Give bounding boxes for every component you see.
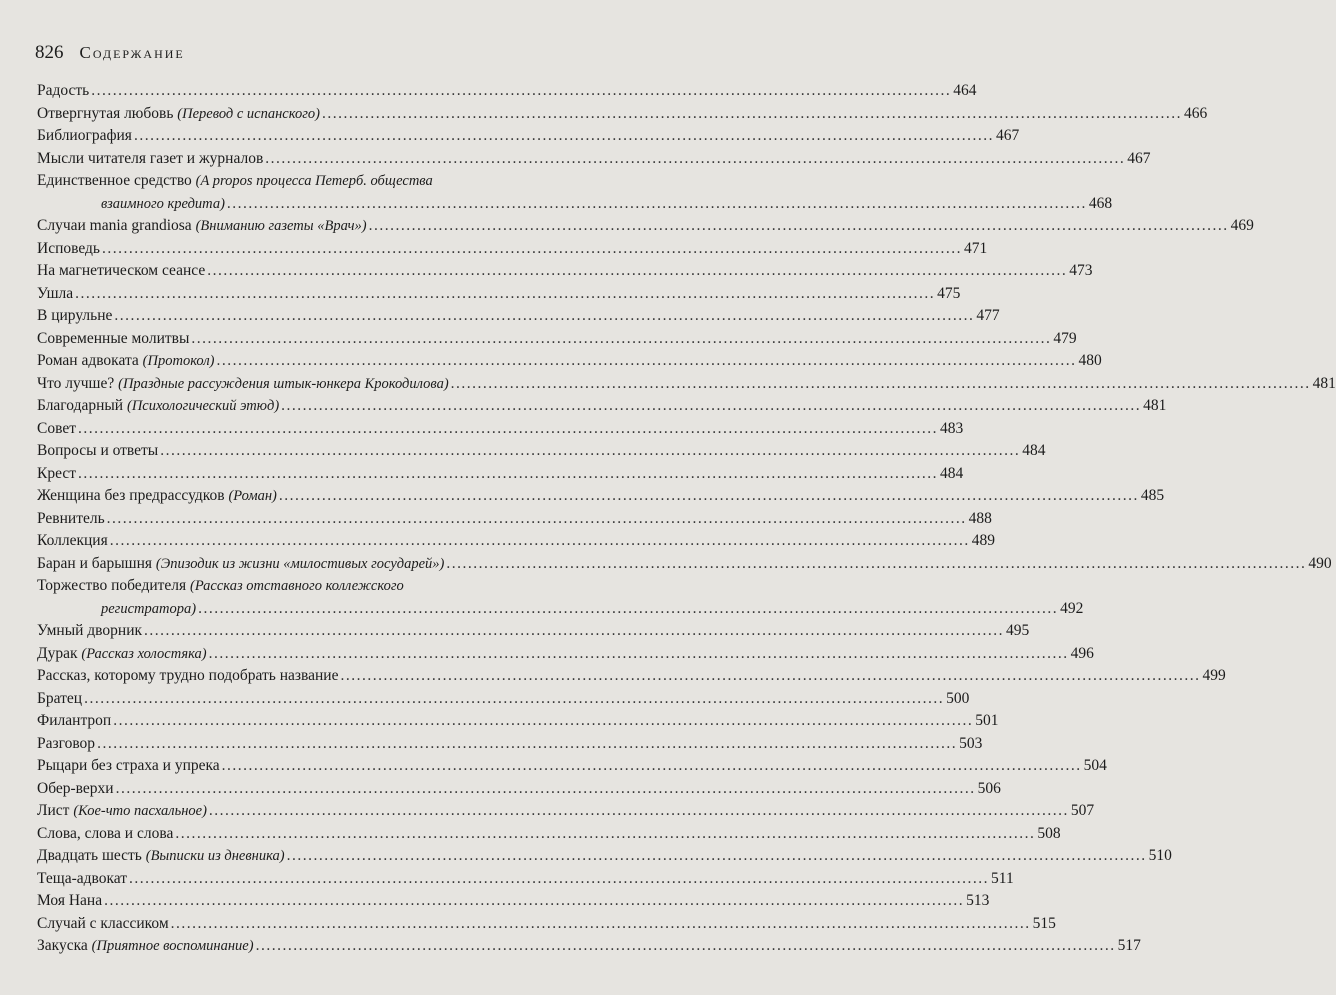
toc-entry <box>37 778 1001 801</box>
leader-dots <box>369 215 1229 238</box>
toc-entry <box>37 373 1336 396</box>
entry-title: Коллекция <box>37 532 108 549</box>
entry-title: На магнетическом сеансе <box>37 262 206 279</box>
entry-title: Ушла <box>37 284 74 302</box>
entry-title: Библиография <box>37 127 132 144</box>
entry-subtitle: (A propos процесса Петерб. общества <box>195 173 433 189</box>
leader-dots <box>113 710 973 733</box>
entry-page: 475 <box>937 284 961 302</box>
running-title: Содержание <box>79 43 185 62</box>
leader-dots <box>322 103 1182 126</box>
leader-dots <box>104 890 964 913</box>
entry-subtitle: (Приятное воспоминание) <box>91 938 254 954</box>
entry-title: Вопросы и ответы <box>37 442 159 459</box>
entry-title: Роман адвоката <box>37 352 139 369</box>
toc-entry <box>37 125 1020 148</box>
entry-page: 495 <box>1006 622 1030 639</box>
entry-page: 467 <box>1127 149 1151 167</box>
toc-entry <box>37 80 977 103</box>
leader-dots <box>107 508 967 531</box>
leader-dots <box>340 665 1200 688</box>
leader-dots <box>191 328 1051 351</box>
toc-entry <box>37 935 1141 958</box>
leader-dots <box>97 733 957 756</box>
toc-entry <box>37 575 1084 620</box>
toc-entry <box>37 890 990 913</box>
toc-entry <box>37 170 1113 215</box>
entry-title: Случай с классиком <box>37 914 169 932</box>
leader-dots <box>144 620 1004 643</box>
entry-subtitle: (Роман) <box>228 488 277 504</box>
entry-title: Лист <box>37 802 70 819</box>
leader-dots <box>222 755 1082 778</box>
entry-title: Филантроп <box>37 712 112 729</box>
entry-subtitle: (Протокол) <box>142 353 215 369</box>
entry-title: Баран и барышня <box>37 554 153 572</box>
leader-dots <box>216 350 1076 373</box>
leader-dots <box>287 845 1147 868</box>
entry-title: Закуска <box>37 937 88 954</box>
entry-page: 471 <box>963 239 988 257</box>
leader-dots <box>207 260 1067 283</box>
entry-page: 488 <box>968 509 992 527</box>
entry-subtitle: (Перевод с испанского) <box>177 105 320 122</box>
leader-dots <box>114 305 974 328</box>
entry-page: 500 <box>946 689 970 707</box>
toc-entry <box>37 710 999 733</box>
leader-dots <box>160 440 1020 463</box>
entry-page: 507 <box>1070 802 1095 819</box>
entry-title: Рассказ, которому трудно подобрать название <box>37 667 339 684</box>
leader-dots <box>265 148 1125 171</box>
entry-title: Современные молитвы <box>37 329 190 347</box>
entry-title: Умный дворник <box>37 622 143 639</box>
leader-dots <box>84 688 944 711</box>
entry-subtitle: (Кое-что пасхальное) <box>73 803 207 819</box>
toc-entry <box>37 148 1151 171</box>
entry-title: Радость <box>37 82 90 99</box>
entry-page: 501 <box>975 712 999 729</box>
toc-entry <box>37 328 1077 351</box>
leader-dots <box>75 283 935 306</box>
entry-title: Дурак <box>37 644 78 662</box>
entry-page: 506 <box>977 779 1001 797</box>
toc-entry <box>37 755 1107 778</box>
entry-title: Мысли читателя газет и журналов <box>37 149 264 167</box>
entry-page: 464 <box>953 82 977 99</box>
entry-page: 467 <box>995 127 1020 144</box>
entry-page: 466 <box>1183 104 1208 122</box>
toc-entry <box>37 868 1014 891</box>
entry-title: Крест <box>37 464 77 482</box>
leader-dots <box>256 935 1116 958</box>
toc-entry <box>37 913 1056 936</box>
entry-page: 503 <box>959 734 983 752</box>
leader-dots <box>116 778 976 801</box>
entry-page: 510 <box>1148 847 1172 864</box>
toc-entry <box>37 395 1167 418</box>
entry-page: 511 <box>991 869 1014 887</box>
toc-entry <box>37 215 1254 238</box>
entry-title: Случаи mania grandiosa <box>37 217 192 234</box>
table-of-contents <box>37 80 1336 958</box>
entry-subtitle: (Эпизодик из жизни «милостивых государей») <box>155 555 445 572</box>
entry-title: Отвергнутая любовь <box>37 104 174 122</box>
entry-page: 481 <box>1143 397 1167 414</box>
entry-title: Слова, слова и слова <box>37 824 174 842</box>
leader-dots <box>110 530 970 553</box>
entry-page: 483 <box>939 419 964 437</box>
toc-entry <box>37 530 995 553</box>
entry-title: Торжество победителя <box>37 577 187 594</box>
entry-subtitle: (Праздные рассуждения штык-юнкера Крокодилова) <box>118 375 449 392</box>
leader-dots <box>451 373 1311 396</box>
toc-entry <box>37 688 970 711</box>
toc-entry <box>37 103 1208 126</box>
entry-title: Что лучше? <box>37 374 115 392</box>
entry-title: Совет <box>37 419 76 437</box>
toc-entry <box>37 485 1165 508</box>
entry-page: 468 <box>1088 194 1113 212</box>
leader-dots <box>175 823 1035 846</box>
toc-entry <box>37 845 1172 868</box>
leader-dots <box>227 193 1087 216</box>
leader-dots <box>171 913 1031 936</box>
entry-title: Единственное средство <box>37 172 192 189</box>
entry-page: 490 <box>1308 554 1332 572</box>
toc-entry <box>37 283 961 306</box>
leader-dots <box>78 418 938 441</box>
entry-page: 492 <box>1060 599 1084 617</box>
entry-page: 473 <box>1069 262 1093 279</box>
entry-title: Исповедь <box>37 239 100 257</box>
toc-entry <box>37 440 1046 463</box>
entry-page: 499 <box>1202 667 1226 684</box>
entry-title: Теща-адвокат <box>37 869 128 887</box>
entry-title: Братец <box>37 689 83 707</box>
entry-page: 504 <box>1083 757 1107 774</box>
entry-page: 508 <box>1037 824 1061 842</box>
toc-entry <box>37 508 992 531</box>
entry-page: 489 <box>971 532 995 549</box>
entry-page: 517 <box>1117 937 1141 954</box>
leader-dots <box>281 395 1141 418</box>
entry-page: 469 <box>1230 217 1254 234</box>
leader-dots <box>279 485 1139 508</box>
entry-page: 479 <box>1053 329 1077 347</box>
leader-dots <box>446 553 1306 576</box>
entry-subtitle: (Рассказ отставного коллежского <box>190 578 404 594</box>
entry-title: Благодарный <box>37 397 124 414</box>
toc-entry <box>37 418 964 441</box>
toc-entry <box>37 463 964 486</box>
leader-dots <box>129 868 989 891</box>
entry-page: 484 <box>1022 442 1046 459</box>
entry-page: 496 <box>1070 644 1094 662</box>
entry-title: Рыцари без страха и упрека <box>37 757 220 774</box>
entry-page: 477 <box>976 307 1000 324</box>
toc-entry <box>37 238 988 261</box>
entry-subtitle-cont: регистратора) <box>101 600 197 617</box>
toc-entry <box>37 800 1095 823</box>
entry-title: Обер-верхи <box>37 779 114 797</box>
toc-entry <box>37 350 1102 373</box>
toc-entry <box>37 305 1000 328</box>
toc-entry <box>37 733 983 756</box>
entry-title: В цирульне <box>37 307 113 324</box>
entry-title: Разговор <box>37 734 96 752</box>
leader-dots <box>198 598 1058 621</box>
entry-title: Женщина без предрассудков <box>37 487 225 504</box>
entry-title: Моя Нана <box>37 892 103 909</box>
toc-entry <box>37 643 1094 666</box>
toc-entry <box>37 260 1093 283</box>
leader-dots <box>134 125 994 148</box>
entry-subtitle: (Рассказ холостяка) <box>81 645 207 662</box>
entry-title: Двадцать шесть <box>37 847 142 864</box>
toc-entry <box>37 823 1061 846</box>
entry-page: 480 <box>1078 352 1102 369</box>
toc-entry <box>37 620 1030 643</box>
entry-subtitle: (Выписки из дневника) <box>145 848 285 864</box>
toc-entry <box>37 665 1226 688</box>
page-number: 826 <box>35 42 64 63</box>
leader-dots <box>209 643 1069 666</box>
entry-subtitle: (Психологический этюд) <box>126 398 280 414</box>
page-header <box>35 42 185 64</box>
leader-dots <box>102 238 962 261</box>
toc-entry <box>37 553 1332 576</box>
entry-page: 481 <box>1312 374 1336 392</box>
leader-dots <box>78 463 938 486</box>
leader-dots <box>209 800 1069 823</box>
entry-page: 513 <box>966 892 990 909</box>
entry-page: 485 <box>1140 487 1165 504</box>
entry-subtitle: (Вниманию газеты «Врач») <box>195 218 367 234</box>
entry-subtitle-cont: взаимного кредита) <box>101 195 225 212</box>
entry-title: Ревнитель <box>37 509 105 527</box>
entry-page: 515 <box>1032 914 1056 932</box>
entry-page: 484 <box>940 464 964 482</box>
leader-dots <box>91 80 951 103</box>
